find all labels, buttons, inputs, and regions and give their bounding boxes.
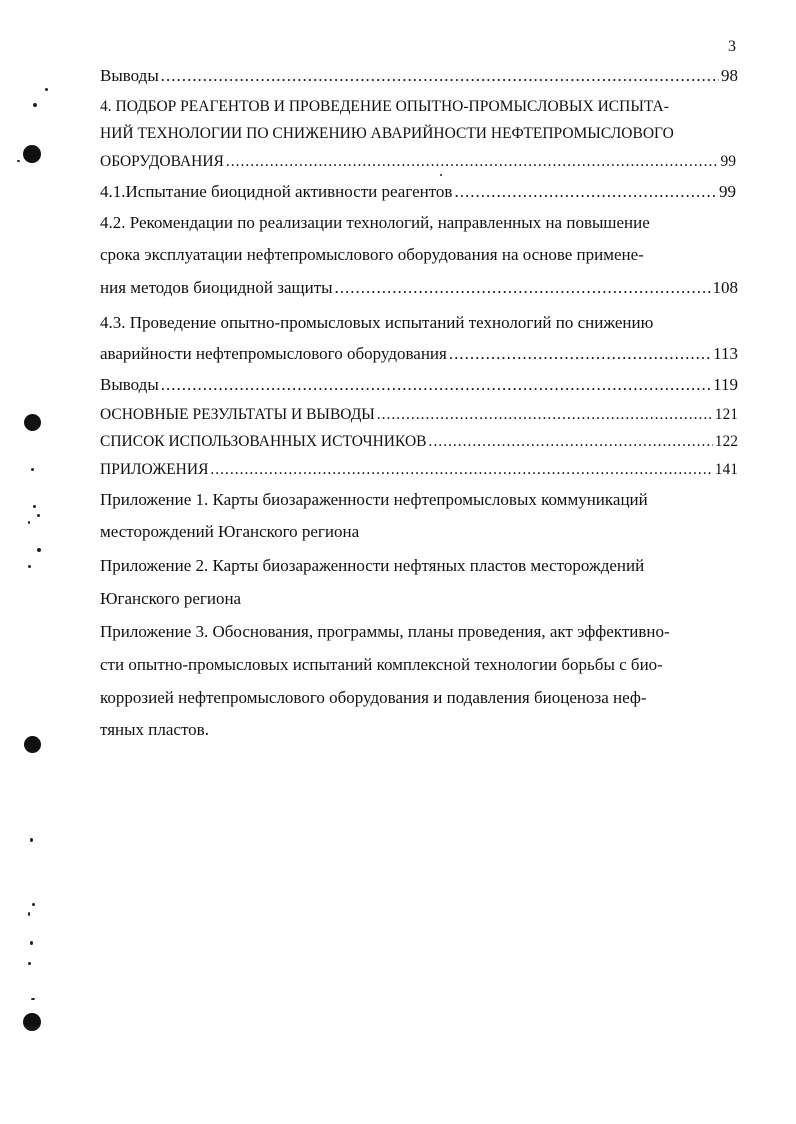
- scan-speck: [37, 514, 40, 517]
- toc-entry-title: Выводы: [100, 66, 159, 85]
- toc-entry-title: ПРИЛОЖЕНИЯ: [100, 461, 209, 478]
- dot-leader: [377, 405, 713, 425]
- punch-hole-mark: [24, 736, 41, 753]
- toc-chapter-line: НИЙ ТЕХНОЛОГИИ ПО СНИЖЕНИЮ АВАРИЙНОСТИ НЕФТЕПРОМЫСЛОВОГО: [100, 125, 674, 142]
- appendix-line: Приложение 3. Обоснования, программы, планы проведения, акт эффективно-: [100, 622, 670, 641]
- toc-entry-page: 119: [713, 375, 738, 394]
- toc-entry-page: 99: [719, 182, 736, 201]
- scan-speck: [28, 565, 31, 568]
- scan-speck: [30, 838, 33, 842]
- toc-entry-page: 122: [714, 433, 738, 450]
- toc-section-line: 4.2. Рекомендации по реализации технологий, направленных на повышение: [100, 213, 650, 232]
- scan-speck: [30, 941, 33, 945]
- scan-speck: [45, 88, 48, 91]
- scan-speck: [33, 505, 36, 508]
- toc-entry-title: ОСНОВНЫЕ РЕЗУЛЬТАТЫ И ВЫВОДЫ: [100, 406, 375, 423]
- scan-speck: [440, 174, 442, 176]
- toc-entry-page: 99: [720, 153, 736, 170]
- toc-entry-title: Выводы: [100, 375, 159, 394]
- appendix-line: коррозией нефтепромыслового оборудования и подавления биоценоза неф-: [100, 688, 647, 707]
- toc-entry: [100, 460, 738, 480]
- scan-speck: [28, 521, 30, 524]
- toc-section-line: срока эксплуатации нефтепромыслового оборудования на основе примене-: [100, 245, 644, 264]
- scan-speck: [37, 548, 41, 552]
- toc-entry: [100, 432, 738, 452]
- appendix-line: сти опытно-промысловых испытаний комплексной технологии борьбы с био-: [100, 655, 663, 674]
- punch-hole-mark: [23, 145, 41, 163]
- appendix-line: Приложение 1. Карты биозараженности нефтепромысловых коммуникаций: [100, 490, 648, 509]
- appendix-line: месторождений Юганского региона: [100, 522, 360, 541]
- scan-speck: [32, 903, 35, 906]
- toc-entry: [100, 182, 736, 202]
- toc-entry-page: 121: [714, 406, 738, 423]
- toc-entry: [100, 344, 738, 364]
- toc-entry-page: 113: [713, 344, 738, 363]
- punch-hole-mark: [23, 1013, 41, 1031]
- toc-entry-title: ОБОРУДОВАНИЯ: [100, 153, 224, 170]
- toc-entry: [100, 405, 738, 425]
- scan-speck: [31, 998, 35, 1000]
- toc-section-line: 4.3. Проведение опытно-промысловых испытаний технологий по снижению: [100, 313, 654, 332]
- toc-entry-page: 98: [721, 66, 738, 85]
- dot-leader: [454, 182, 717, 202]
- scan-speck: [28, 962, 31, 965]
- toc-entry: [100, 278, 738, 298]
- toc-entry-title: аварийности нефтепромыслового оборудования: [100, 344, 447, 363]
- dot-leader: [449, 344, 711, 364]
- scan-speck: [28, 912, 30, 916]
- toc-entry: [100, 375, 738, 395]
- toc-entry-title: 4.1.Испытание биоцидной активности реагентов: [100, 182, 453, 201]
- dot-leader: [161, 375, 711, 395]
- scan-speck: [33, 103, 37, 107]
- toc-entry-page: 108: [712, 278, 738, 297]
- appendix-line: Приложение 2. Карты биозараженности нефтяных пластов месторождений: [100, 556, 645, 575]
- dot-leader: [226, 152, 719, 172]
- dot-leader: [161, 66, 719, 86]
- dot-leader: [335, 278, 711, 298]
- toc-entry: [100, 66, 738, 86]
- toc-entry-page: 141: [714, 461, 738, 478]
- punch-hole-mark: [24, 414, 41, 431]
- toc-entry-title: СПИСОК ИСПОЛЬЗОВАННЫХ ИСТОЧНИКОВ: [100, 433, 427, 450]
- toc-entry: [100, 152, 736, 172]
- toc-chapter-line: 4. ПОДБОР РЕАГЕНТОВ И ПРОВЕДЕНИЕ ОПЫТНО-ПРОМЫСЛОВЫХ ИСПЫТА-: [100, 98, 669, 115]
- toc-entry-title: ния методов биоцидной защиты: [100, 278, 333, 297]
- scan-speck: [17, 160, 20, 162]
- dot-leader: [428, 432, 712, 452]
- appendix-line: тяных пластов.: [100, 720, 209, 739]
- dot-leader: [210, 460, 712, 480]
- page-number: 3: [728, 38, 736, 55]
- scan-speck: [31, 468, 34, 471]
- appendix-line: Юганского региона: [100, 589, 242, 608]
